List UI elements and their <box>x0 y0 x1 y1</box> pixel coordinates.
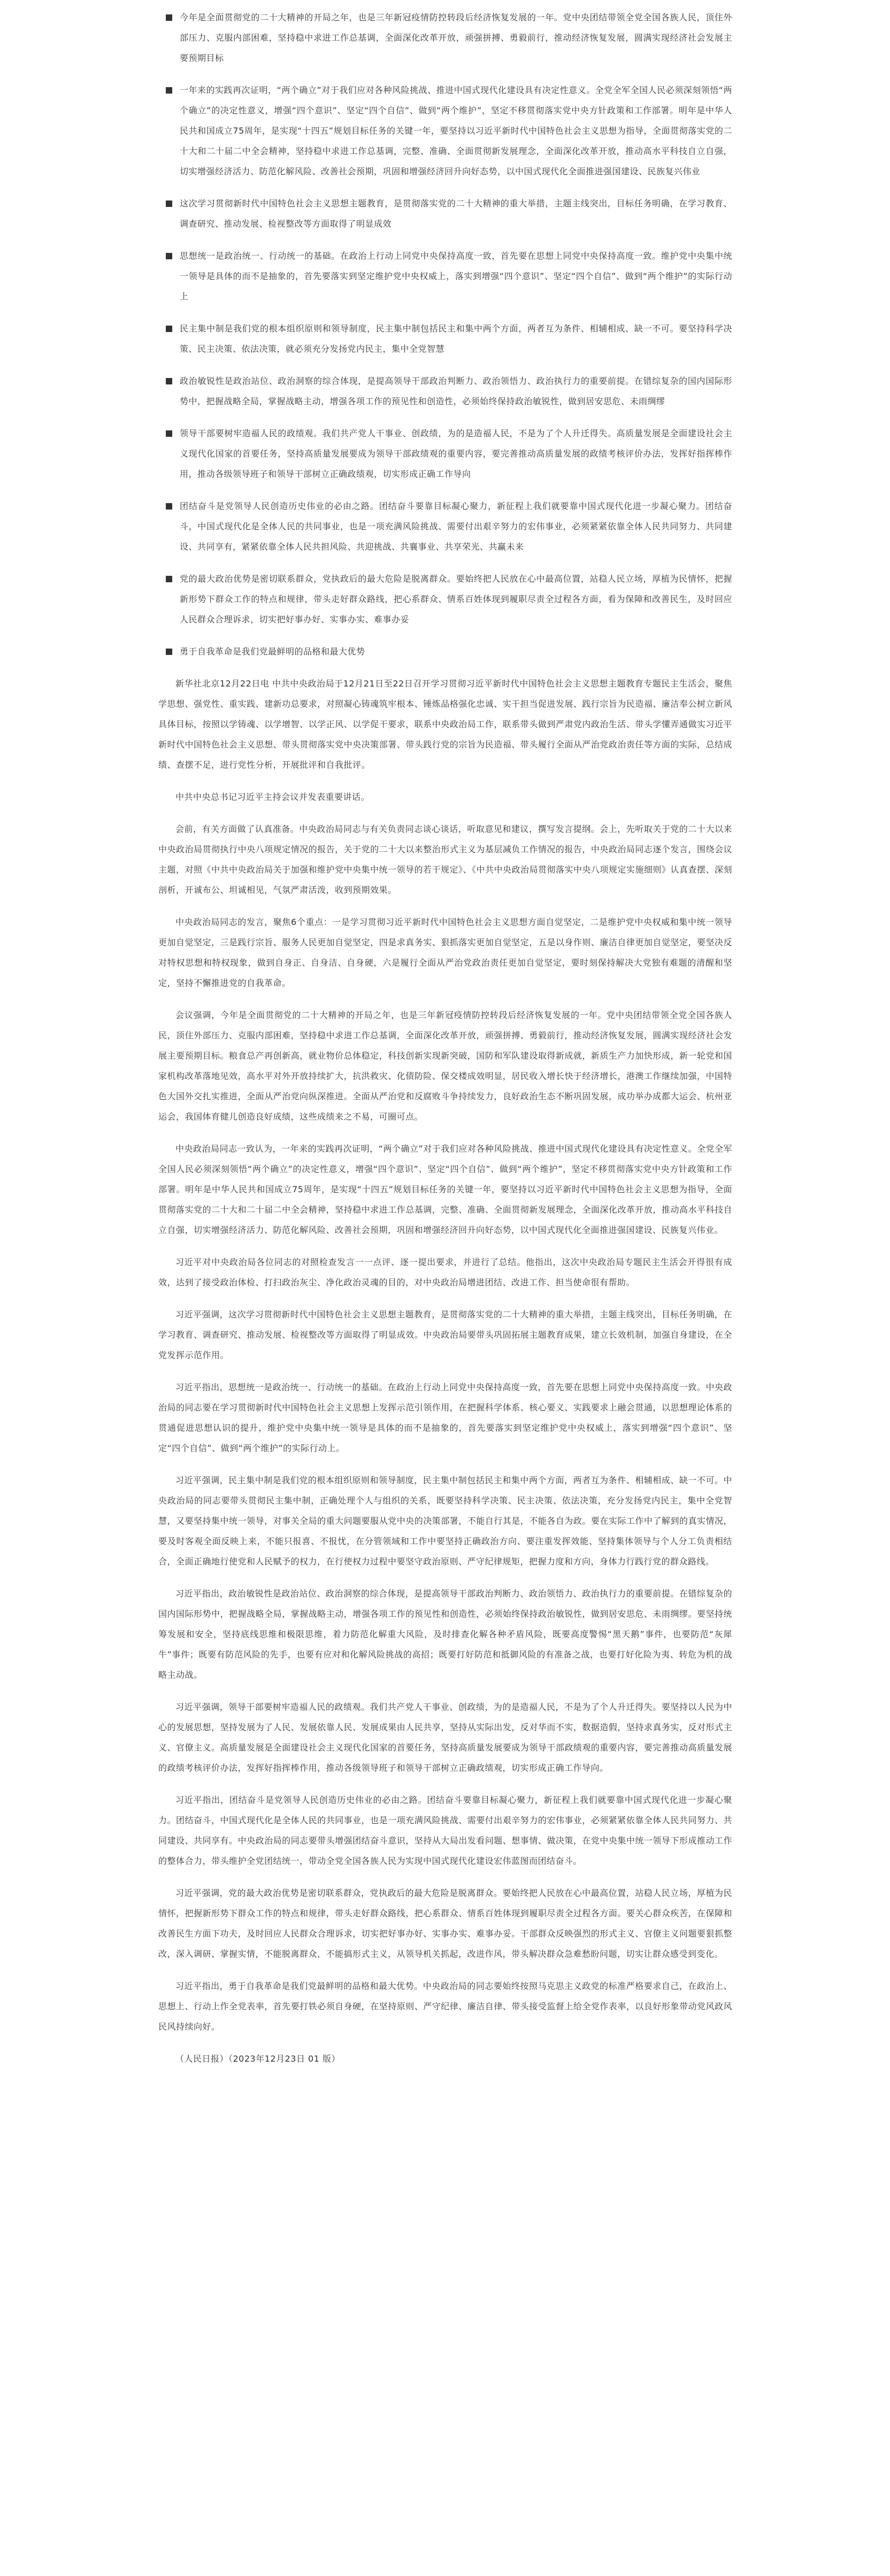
key-point-text: 团结奋斗是党领导人民创造历史伟业的必由之路。团结奋斗要靠目标凝心聚力，新征程上我们就要靠中国式现代化进一步凝心聚力。团结奋斗，中国式现代化是全体人民的共同事业，也是一项充满风险挑战、需要付出艰辛努力的宏伟事业，必须紧紧依靠全体人民共同努力、共同建设、共同享有，紧紧依靠全体人民共担风险、共迎挑战、共襄事业、共享荣光、共赢未来 <box>180 501 732 552</box>
article-paragraph: 习近平指出，团结奋斗是党领导人民创造历史伟业的必由之路。团结奋斗要靠目标凝心聚力，新征程上我们就要靠中国式现代化进一步凝心聚力。团结奋斗，中国式现代化是全体人民的共同事业，也是一项充满风险挑战、需要付出艰辛努力的宏伟事业，必须紧紧依靠全体人民共同努力、共同建设、共同享有。中央政治局的同志要带头增强团结奋斗意识，坚持从大局出发看问题、想事情、做决策，在党中央集中统一领导下形成推动工作的整体合力，带头维护全党团结统一，带动全党全国各族人民为实现中国式现代化建设宏伟蓝图而团结奋斗。 <box>158 1795 732 1866</box>
article-paragraph: 中央政治局同志的发言，聚焦6个重点：一是学习贯彻习近平新时代中国特色社会主义思想方面自觉坚定，二是维护党中央权威和集中统一领导更加自觉坚定，三是践行宗旨、服务人民更加自觉坚定，四是求真务实、狠抓落实更加自觉坚定，五是以身作则、廉洁自律更加自觉坚定，要坚决反对特权思想和特权现象，做到自身正、自身洁、自身硬，六是履行全面从严治党政治责任更加自觉坚定，要时刻保持解决大党独有难题的清醒和坚定，坚持不懈推进党的自我革命。 <box>158 917 732 988</box>
square-bullet-icon <box>166 576 172 582</box>
key-point-text: 勇于自我革命是我们党最鲜明的品格和最大优势 <box>180 646 365 657</box>
source-line: （人民日报）（2023年12月23日 01 版） <box>175 2054 340 2064</box>
article-paragraph: 习近平指出，勇于自我革命是我们党最鲜明的品格和最大优势。中央政治局的同志要始终按照马克思主义政党的标准严格要求自己，在政治上、思想上、行动上作全党表率，首先要打铁必须自身硬，在坚持原则、严守纪律、廉洁自律、带头接受监督上给全党作表率，以良好形象带动党风政风民风持续向好。 <box>158 1981 732 2032</box>
article-paragraph: 习近平强调，民主集中制是我们党的根本组织原则和领导制度，民主集中制包括民主和集中两个方面，两者互为条件、相辅相成、缺一不可。中央政治局的同志要带头贯彻民主集中制，正确处理个人与组织的关系，既要坚持科学决策、民主决策、依法决策，充分发扬党内民主，集中全党智慧，又要坚持集中统一领导，对事关全局的重大问题要服从党中央的决策部署，不能自行其是，不能各自为政。要在实际工作中了解到的真实情况，要及时客观全面反映上来，不能只报喜、不报忧，在分管领域和工作中要坚持正确政治方向、要注重发挥效能、坚持集体领导与个人分工负责相结合，全面正确地行使党和人民赋予的权力，在行使权力过程中要坚守政治原则、严守纪律规矩，把握力度和方向，身体力行践行党的群众路线。 <box>158 1475 732 1567</box>
key-point-text: 一年来的实践再次证明，“两个确立”对于我们应对各种风险挑战、推进中国式现代化建设具有决定性意义。全党全军全国人民必须深刻领悟“两个确立”的决定性意义，增强“四个意识”、坚定“四个自信”、做到“两个维护”，坚定不移贯彻落实党中央方针政策和工作部署。明年是中华人民共和国成立75周年，是实现“十四五”规划目标任务的关键一年，要坚持以习近平新时代中国特色社会主义思想为指导，全面贯彻落实党的二十大和二十届二中全会精神，坚持稳中求进工作总基调，完整、准确、全面贯彻新发展理念，全面深化改革开放，推动高水平科技自立自强，切实增强经济活力、防范化解风险、改善社会预期，巩固和增强经济回升向好态势，以中国式现代化全面推进强国建设、民族复兴伟业 <box>180 85 732 176</box>
square-bullet-icon <box>166 649 172 655</box>
square-bullet-icon <box>166 200 172 207</box>
key-point-item <box>158 371 732 412</box>
square-bullet-icon <box>166 87 172 94</box>
article-paragraph: 会前，有关方面做了认真准备。中央政治局同志与有关负责同志谈心谈话，听取意见和建议，撰写发言提纲。会上，先听取关于党的二十大以来中央政治局贯彻执行中央八项规定情况的报告，关于党的二十大以来整治形式主义为基层减负工作情况的报告，中央政治局同志逐个发言，围绕会议主题，对照《中共中央政治局关于加强和维护党中央集中统一领导的若干规定》、《中共中央政治局贯彻落实中央八项规定实施细则》认真查摆、深刻剖析，开诚布公、坦诚相见，气氛严肃活泼，收到预期效果。 <box>158 824 733 895</box>
key-point-text: 党的最大政治优势是密切联系群众，党执政后的最大危险是脱离群众。要始终把人民放在心中最高位置，站稳人民立场，厚植为民情怀，把握新形势下群众工作的特点和规律，带头走好群众路线，把心系群众、情系百姓体现到履职尽责全过程各方面，看为保障和改善民生，及时回应人民群众合理诉求，切实把好事办好、实事办实、难事办妥 <box>180 574 732 624</box>
key-point-item <box>158 569 732 630</box>
article-paragraph: 习近平对中央政治局各位同志的对照检查发言一一点评、逐一提出要求，并进行了总结。他指出，这次中央政治局专题民主生活会开得很有成效，达到了接受政治体检、打扫政治灰尘、净化政治灵魂的目的，对中央政治局增进团结、改进工作、担当使命很有帮助。 <box>158 1257 732 1287</box>
key-points-list <box>158 7 732 662</box>
article-paragraph: 习近平强调，这次学习贯彻新时代中国特色社会主义思想主题教育，是贯彻落实党的二十大精神的重大举措，主题主线突出，目标任务明确，在学习教育、调查研究、推动发展、检视整改等方面取得了明显成效。中央政治局要带头巩固拓展主题教育成果，建立长效机制，加强自身建设，在全党发挥示范作用。 <box>158 1309 732 1360</box>
article-paragraph: 中央政治局同志一致认为，一年来的实践再次证明，“两个确立”对于我们应对各种风险挑战、推进中国式现代化建设具有决定性意义。全党全军全国人民必须深刻领悟“两个确立”的决定性意义，增强“四个意识”、坚定“四个自信”、做到“两个维护”，坚定不移贯彻落实党中央方针政策和工作部署。明年是中华人民共和国成立75周年，是实现“十四五”规划目标任务的关键一年，要坚持以习近平新时代中国特色社会主义思想为指导，全面贯彻落实党的二十大和二十届二中全会精神，坚持稳中求进工作总基调，完整、准确、全面贯彻新发展理念，全面深化改革开放，推动高水平科技自立自强，切实增强经济活力、防范化解风险、改善社会预期，巩固和增强经济回升向好态势，以中国式现代化全面推进强国建设、民族复兴伟业。 <box>158 1144 732 1235</box>
key-point-item <box>158 423 732 484</box>
key-point-text: 今年是全面贯彻党的二十大精神的开局之年，也是三年新冠疫情防控转段后经济恢复发展的一年。党中央团结带领全党全国各族人民，顶住外部压力、克服内部困难，坚持稳中求进工作总基调，全面深化改革开放，顽强拼搏、勇毅前行，推动经济恢复发展，圆满实现经济社会发展主要预期目标 <box>180 12 732 63</box>
square-bullet-icon <box>166 430 172 437</box>
article-paragraph: 习近平强调，领导干部要树牢造福人民的政绩观。我们共产党人干事业、创政绩，为的是造福人民，不是为了个人升迁得失。要坚持以人民为中心的发展思想，坚持发展为了人民、发展依靠人民、发展成果由人民共享，坚持从实际出发，反对华而不实，数据造假，坚持求真务实，反对形式主义、官僚主义。高质量发展是全面建设社会主义现代化国家的首要任务，坚持高质量发展要成为领导干部政绩观的重要内容，要完善推动高质量发展的政绩考核评价办法，发挥好指挥棒作用，推动各级领导班子和领导干部树立正确政绩观，切实形成正确工作导向。 <box>158 1702 732 1773</box>
article-body <box>158 674 732 2069</box>
key-point-text: 民主集中制是我们党的根本组织原则和领导制度，民主集中制包括民主和集中两个方面，两者互为条件、相辅相成、缺一不可。要坚持科学决策、民主决策、依法决策，就必须充分发扬党内民主，集中全党智慧 <box>180 323 732 354</box>
key-point-text: 政治敏锐性是政治站位、政治洞察的综合体现，是提高领导干部政治判断力、政治领悟力、政治执行力的重要前提。在错综复杂的国内国际形势中，把握战略全局，掌握战略主动，增强各项工作的预见性和创造性，必须始终保持政治敏锐性，做到居安思危、未雨绸缪 <box>180 376 732 406</box>
square-bullet-icon <box>166 253 172 259</box>
key-point-text: 这次学习贯彻新时代中国特色社会主义思想主题教育，是贯彻落实党的二十大精神的重大举措，主题主线突出，目标任务明确，在学习教育、调查研究、推动发展、检视整改等方面取得了明显成效 <box>180 198 732 229</box>
article-paragraph: 中共中央总书记习近平主持会议并发表重要讲话。 <box>175 792 370 802</box>
key-point-text: 领导干部要树牢造福人民的政绩观。我们共产党人干事业、创政绩，为的是造福人民，不是为了个人升迁得失。高质量发展是全面建设社会主义现代化国家的首要任务，坚持高质量发展要成为领导干部政绩观的重要内容，要完善推动高质量发展的政绩考核评价办法，发挥好指挥棒作用，推动各级领导班子和领导干部树立正确政绩观，切实形成正确工作导向 <box>180 428 732 479</box>
key-point-item <box>158 194 732 234</box>
key-point-text: 思想统一是政治统一、行动统一的基础。在政治上行动上同党中央保持高度一致，首先要在思想上同党中央保持高度一致。维护党中央集中统一领导是具体的而不是抽象的，首先要落实到坚定维护党中央权威上，落实到增强“四个意识”、坚定“四个自信”、做到“两个维护”的实际行动上 <box>180 251 732 302</box>
square-bullet-icon <box>166 378 172 384</box>
key-point-item <box>158 7 732 68</box>
key-point-item <box>158 246 732 307</box>
key-point-item <box>158 642 732 662</box>
article-paragraph: 习近平指出，思想统一是政治统一、行动统一的基础。在政治上行动上同党中央保持高度一致，首先要在思想上同党中央保持高度一致。中央政治局的同志要在学习贯彻新时代中国特色社会主义思想上发挥示范引领作用，在把握科学体系、核心要义、实践要求上融会贯通，以思想理论体系的贯通促进思想认识的提升，维护党中央集中统一领导是具体的而不是抽象的，首先要落实到坚定维护党中央权威上，落实到增强“四个意识”、坚定“四个自信”、做到“两个维护”的实际行动上。 <box>158 1382 732 1453</box>
article-paragraph: 新华社北京12月22日电 中共中央政治局于12月21日至22日召开学习贯彻习近平新时代中国特色社会主义思想主题教育专题民主生活会，聚焦学思想、强党性、重实践、建新功总要求，对照凝心铸魂筑牢根本、锤炼品格强化忠诚、实干担当促进发展、践行宗旨为民造福、廉洁奉公树立新风具体目标，按照以学铸魂、以学增智、以学正风、以学促干要求，联系中央政治局工作，联系带头做到严肃党内政治生活、带头学懂弄通做实习近平新时代中国特色社会主义思想、带头贯彻落实党中央决策部署、带头践行党的宗旨为民造福、带头履行全面从严治党政治责任等方面的实际，总结成绩、查摆不足，进行党性分析，开展批评和自我批评。 <box>158 678 732 770</box>
key-point-item <box>158 496 732 557</box>
key-point-item <box>158 319 732 359</box>
square-bullet-icon <box>166 503 172 510</box>
square-bullet-icon <box>166 14 172 21</box>
square-bullet-icon <box>166 326 172 332</box>
article-paragraph: 习近平指出，政治敏锐性是政治站位、政治洞察的综合体现，是提高领导干部政治判断力、政治领悟力、政治执行力的重要前提。在错综复杂的国内国际形势中，把握战略全局，掌握战略主动，增强各项工作的预见性和创造性，必须始终保持政治敏锐性，做到居安思危、未雨绸缪。要坚持统筹发展和安全，坚持底线思维和极限思维，着力防范化解重大风险，及时排查化解各种矛盾风险，既要高度警惕“黑天鹅”事件，也要防范“灰犀牛”事件；既要有防范风险的先手，也要有应对和化解风险挑战的高招；既要打好防范和抵御风险的有准备之战，也要打好化险为夷、转危为机的战略主动战。 <box>158 1588 732 1680</box>
key-point-item <box>158 80 732 182</box>
article-paragraph: 会议强调，今年是全面贯彻党的二十大精神的开局之年，也是三年新冠疫情防控转段后经济恢复发展的一年。党中央团结带领全党全国各族人民，顶住外部压力、克服内部困难，坚持稳中求进工作总基调，全面深化改革开放，顽强拼搏、勇毅前行，推动经济恢复发展，圆满实现经济社会发展主要预期目标。粮食总产再创新高，就业物价总体稳定，科技创新实现新突破，国防和军队建设取得新成就，新质生产力加快形成，新一轮党和国家机构改革落地见效，高水平对外开放持续扩大，抗洪救灾、化债防险、保交楼成效明显，居民收入增长快于经济增长，港澳工作继续加强，中国特色大国外交扎实推进，全面从严治党向纵深推进。全面从严治党和反腐败斗争持续发力，良好政治生态不断巩固发展，成功举办成都大运会、杭州亚运会，我国体育健儿创造良好成绩，这些成绩来之不易，可圈可点。 <box>158 1010 732 1122</box>
article-paragraph: 习近平强调，党的最大政治优势是密切联系群众，党执政后的最大危险是脱离群众。要始终把人民放在心中最高位置，站稳人民立场，厚植为民情怀，把握新形势下群众工作的特点和规律，带头走好群众路线，把心系群众、情系百姓体现到履职尽责全过程各方面。要关心群众疾苦，在保障和改善民生方面下功夫，及时回应人民群众合理诉求，切实把好事办好、实事办实、难事办妥。干部群众反映强烈的形式主义、官僚主义问题要狠抓整改，深入调研、掌握实情，不能脱离群众，不能搞形式主义，从领导机关抓起，改进作风，带头解决群众急难愁盼问题，切实让群众感受到变化。 <box>158 1888 732 1959</box>
